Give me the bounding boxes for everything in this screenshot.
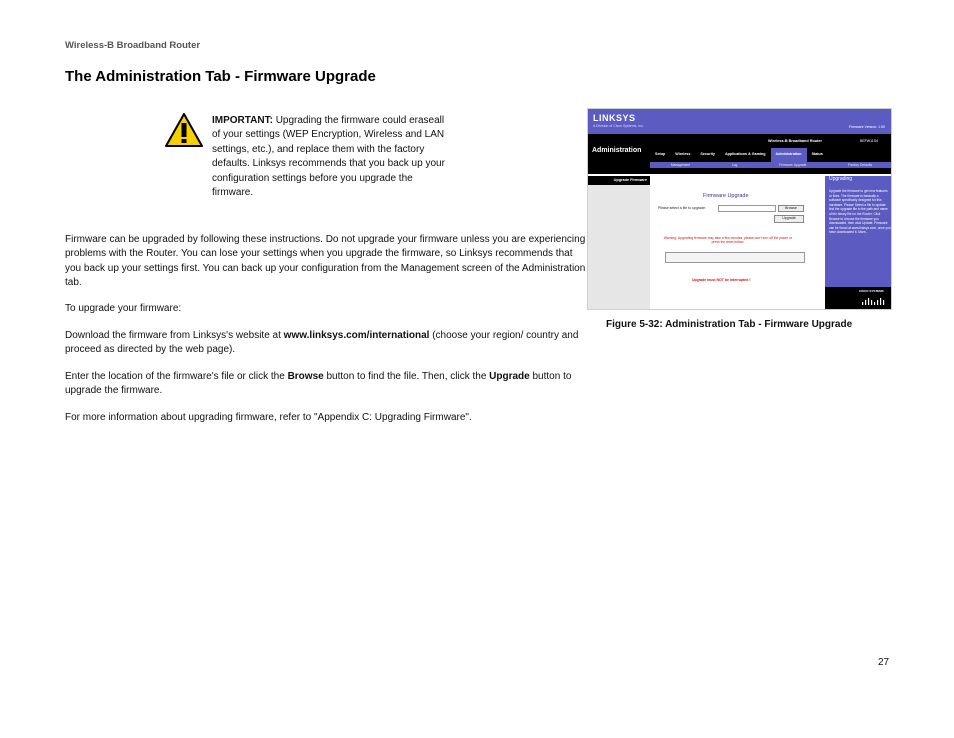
subtab-management[interactable]: Management: [670, 163, 691, 167]
tab-status[interactable]: Status: [811, 152, 823, 156]
page-number: 27: [878, 657, 890, 668]
running-header: Wireless-B Broadband Router: [65, 40, 201, 51]
upgrade-button[interactable]: Upgrade: [774, 215, 804, 223]
linksys-logo: LINKSYS: [593, 113, 636, 123]
browse-text-a: Enter the location of the firmware's file or click the: [65, 371, 288, 382]
paragraph-browse: [65, 370, 590, 399]
section-label: Administration: [592, 147, 642, 154]
file-select-prompt: Please select a file to upgrade:: [658, 206, 706, 210]
figure-caption: Figure 5-32: Administration Tab - Firmware Upgrade: [606, 319, 853, 330]
tab-applications-gaming[interactable]: Applications & Gaming: [724, 152, 766, 156]
firmware-file-input[interactable]: [718, 205, 776, 212]
download-text-a: Download the firmware from Linksys's website at: [65, 330, 284, 341]
subtab-firmware-upgrade[interactable]: Firmware Upgrade: [779, 163, 807, 167]
important-text: Upgrading the firmware could eraseall of your settings (WEP Encryption, Wireless and LAN settings, etc.), and replace them with the factory defaults. Linksys recommends that you back up your configuration settings before you upgrade the firmware.: [212, 115, 445, 199]
firmware-upgrade-title: Firmware Upgrade: [703, 193, 749, 199]
tab-security[interactable]: Security: [700, 152, 715, 156]
router-screenshot-figure: [587, 108, 892, 310]
paragraph-download: [65, 329, 590, 358]
warning-triangle-icon: [165, 113, 203, 147]
upgrade-warning-text: Warning: Upgrading firmware may take a few minutes, please don't turn off the power or press the reset button.: [663, 236, 793, 245]
browse-term: Browse: [287, 371, 324, 382]
left-heading: Upgrade Firmware: [588, 176, 650, 185]
upgrade-interrupt-warning: Upgrade must NOT be interrupted !: [692, 278, 751, 282]
upgrade-term: Upgrade: [489, 371, 530, 382]
browse-button[interactable]: Browse: [778, 205, 804, 212]
browse-text-c: button to upgrade the firmware.: [65, 371, 572, 397]
left-column: [588, 176, 650, 310]
tab-wireless[interactable]: Wireless: [675, 152, 691, 156]
upgrade-progress-bar: [665, 252, 805, 263]
tab-administration[interactable]: Administration: [771, 148, 807, 162]
section-title: The Administration Tab - Firmware Upgrade: [65, 68, 376, 85]
model-number: BEFW11S4: [860, 139, 879, 143]
help-text: Upgrade the firmware to get new features or fixes. The firmware is basically a software specifically designed for this hardware. Please Select a file to update: find the upgrade file in the path and name of the binary file for the Router. Click Browse to choose the firmware you downloaded, then click Update. Firmware can be found at www.linksys.com, once you have downloaded it. More...: [829, 189, 891, 235]
help-title: Upgrading: [829, 176, 853, 182]
cisco-bridge-icon: [860, 296, 888, 306]
browse-text-b: button to find the file. Then, click the: [323, 371, 490, 382]
important-label: IMPORTANT:: [212, 115, 273, 126]
subtab-log[interactable]: Log: [731, 163, 738, 167]
subtab-factory-defaults[interactable]: Factory Defaults: [848, 163, 873, 167]
paragraph-more-info: For more information about upgrading firmware, refer to "Appendix C: Upgrading Firmware".: [65, 412, 472, 423]
paragraph-intro: Firmware can be upgraded by following these instructions. Do not upgrade your firmware unless you are experiencing problems with the Router. You can lose your settings when you upgrade the firmware, so Linksys recommends that you back up your settings first. You can back up your configuration from the Management screen of the Administration tab.: [65, 234, 586, 289]
paragraph-steps-intro: To upgrade your firmware:: [65, 303, 182, 314]
firmware-version: Firmware Version: 1.50: [849, 125, 885, 129]
linksys-logo-subtitle: A Division of Cisco Systems, Inc.: [593, 124, 644, 128]
download-text-b: (choose your region/ country and proceed as directed by the web page).: [65, 330, 579, 356]
linksys-international-link[interactable]: www.linksys.com/international: [283, 330, 430, 341]
router-subtabs: [650, 162, 892, 168]
router-tabs: [650, 148, 892, 162]
important-note: [212, 114, 452, 200]
cisco-label: CISCO SYSTEMS: [859, 289, 884, 293]
product-name: Wireless-B Broadband Router: [768, 139, 822, 143]
tab-setup[interactable]: Setup: [655, 152, 666, 156]
